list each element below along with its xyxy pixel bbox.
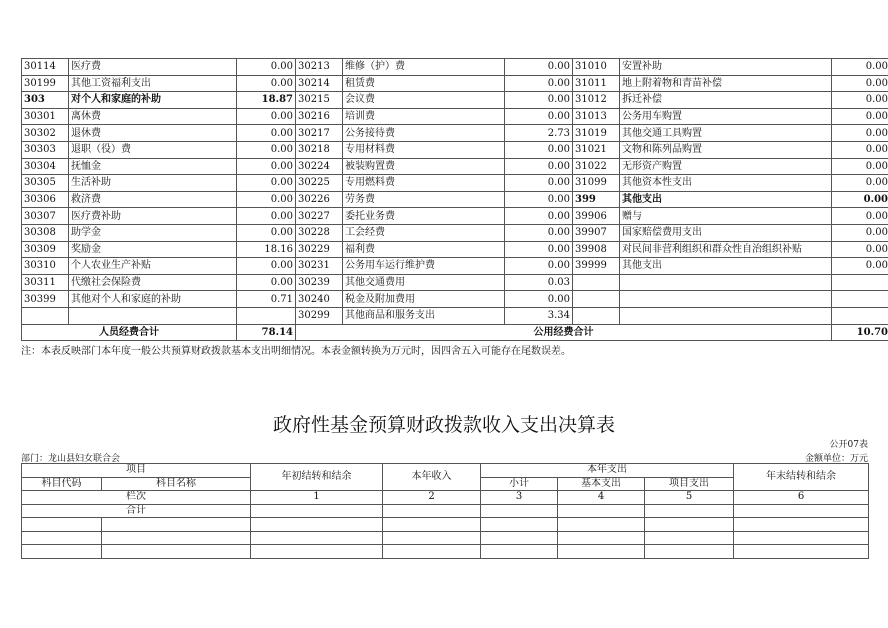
capital-amount-cell: 0.00 — [832, 92, 888, 109]
page-title: 政府性基金预算财政拨款收入支出决算表 — [272, 414, 615, 436]
expense-row — [22, 59, 888, 76]
column-number: 6 — [734, 491, 869, 505]
personnel-code-cell: 303 — [22, 92, 69, 109]
item-header: 项目 — [22, 464, 251, 478]
personnel-amount-cell: 0.00 — [237, 258, 296, 275]
public-code-cell: 30213 — [296, 59, 343, 76]
capital-name-cell: 地上附着物和青苗补偿 — [620, 75, 832, 92]
personnel-amount-cell: 0.00 — [237, 274, 296, 291]
total-label: 合计 — [22, 504, 251, 518]
public-code-cell: 30239 — [296, 274, 343, 291]
capital-name-cell — [620, 274, 832, 291]
capital-code-cell — [573, 274, 620, 291]
empty-cell — [383, 545, 481, 559]
personnel-code-cell: 30303 — [22, 141, 69, 158]
empty-cell — [734, 545, 869, 559]
personnel-amount-cell: 0.00 — [237, 208, 296, 225]
opening-balance-header: 年初结转和结余 — [251, 464, 383, 491]
public-code-cell: 30231 — [296, 258, 343, 275]
expense-row — [22, 224, 888, 241]
personnel-amount-cell: 0.00 — [237, 59, 296, 76]
empty-cell — [481, 545, 558, 559]
total-row — [22, 504, 869, 518]
public-amount-cell: 0.00 — [505, 258, 573, 275]
capital-code-cell: 31010 — [573, 59, 620, 76]
column-number: 5 — [645, 491, 734, 505]
personnel-code-cell: 30305 — [22, 175, 69, 192]
capital-name-cell: 其他交通工具购置 — [620, 125, 832, 142]
empty-cell — [22, 518, 102, 532]
empty-cell — [645, 545, 734, 559]
public-amount-cell: 0.00 — [505, 241, 573, 258]
department-label: 部门：龙山县妇女联合会 — [21, 454, 121, 464]
capital-name-cell: 其他支出 — [620, 191, 832, 208]
capital-amount-cell — [832, 291, 888, 308]
capital-name-cell: 其他支出 — [620, 258, 832, 275]
personnel-amount-cell: 0.71 — [237, 291, 296, 308]
personnel-name-cell — [69, 307, 237, 324]
empty-cell — [481, 531, 558, 545]
personnel-amount-cell: 18.87 — [237, 92, 296, 109]
public-amount-cell: 0.00 — [505, 108, 573, 125]
empty-cell — [251, 504, 383, 518]
column-number: 1 — [251, 491, 383, 505]
personnel-amount-cell — [237, 307, 296, 324]
personnel-code-cell: 30309 — [22, 241, 69, 258]
expense-row — [22, 307, 888, 324]
expense-row — [22, 158, 888, 175]
capital-amount-cell — [832, 274, 888, 291]
personnel-amount-cell: 18.16 — [237, 241, 296, 258]
expense-row — [22, 191, 888, 208]
public-name-cell: 公务接待费 — [343, 125, 505, 142]
personnel-name-cell: 代缴社会保险费 — [69, 274, 237, 291]
public-code-cell: 30240 — [296, 291, 343, 308]
capital-name-cell: 对民间非营利组织和群众性自治组织补贴 — [620, 241, 832, 258]
expense-row — [22, 258, 888, 275]
capital-amount-cell: 0.00 — [832, 108, 888, 125]
capital-code-cell: 31011 — [573, 75, 620, 92]
empty-cell — [383, 504, 481, 518]
empty-cell — [558, 545, 645, 559]
public-name-cell: 其他商品和服务支出 — [343, 307, 505, 324]
personnel-code-cell: 30399 — [22, 291, 69, 308]
personnel-code-cell: 30306 — [22, 191, 69, 208]
empty-cell — [481, 518, 558, 532]
capital-code-cell: 399 — [573, 191, 620, 208]
public-code-cell: 30218 — [296, 141, 343, 158]
personnel-code-cell — [22, 307, 69, 324]
column-number: 4 — [558, 491, 645, 505]
capital-name-cell: 文物和陈列品购置 — [620, 141, 832, 158]
capital-amount-cell: 0.00 — [832, 125, 888, 142]
expense-row — [22, 291, 888, 308]
empty-cell — [734, 518, 869, 532]
capital-name-cell: 国家赔偿费用支出 — [620, 224, 832, 241]
public-name-cell: 委托业务费 — [343, 208, 505, 225]
column-row-label: 栏次 — [22, 491, 251, 505]
capital-code-cell: 31019 — [573, 125, 620, 142]
column-number-row — [22, 491, 869, 505]
totals-row — [22, 324, 888, 341]
public-total-label: 公用经费合计 — [296, 324, 832, 341]
public-code-cell: 30228 — [296, 224, 343, 241]
personnel-name-cell: 奖励金 — [69, 241, 237, 258]
capital-name-cell: 公务用车购置 — [620, 108, 832, 125]
public-code-cell: 30226 — [296, 191, 343, 208]
capital-amount-cell: 0.00 — [832, 258, 888, 275]
empty-cell — [558, 531, 645, 545]
header-row-1 — [22, 464, 869, 478]
public-amount-cell: 2.73 — [505, 125, 573, 142]
expense-row — [22, 175, 888, 192]
public-name-cell: 租赁费 — [343, 75, 505, 92]
capital-amount-cell: 0.00 — [832, 224, 888, 241]
personnel-code-cell: 30311 — [22, 274, 69, 291]
expense-row — [22, 208, 888, 225]
capital-code-cell — [573, 291, 620, 308]
personnel-total-label: 人员经费合计 — [22, 324, 237, 341]
public-name-cell: 专用燃料费 — [343, 175, 505, 192]
public-amount-cell: 0.00 — [505, 175, 573, 192]
personnel-amount-cell: 0.00 — [237, 224, 296, 241]
personnel-name-cell: 救济费 — [69, 191, 237, 208]
expense-row — [22, 274, 888, 291]
public-name-cell: 福利费 — [343, 241, 505, 258]
empty-cell — [22, 531, 102, 545]
personnel-name-cell: 退职（役）费 — [69, 141, 237, 158]
subtotal-header: 小计 — [481, 477, 558, 491]
government-fund-table — [21, 463, 869, 559]
empty-cell — [102, 518, 251, 532]
income-header: 本年收入 — [383, 464, 481, 491]
personnel-code-cell: 30307 — [22, 208, 69, 225]
personnel-amount-cell: 0.00 — [237, 141, 296, 158]
capital-code-cell: 31022 — [573, 158, 620, 175]
project-expense-header: 项目支出 — [645, 477, 734, 491]
empty-cell — [22, 545, 102, 559]
empty-cell — [383, 518, 481, 532]
personnel-code-cell: 30302 — [22, 125, 69, 142]
code-header: 科目代码 — [22, 477, 102, 491]
personnel-name-cell: 离休费 — [69, 108, 237, 125]
personnel-name-cell: 医疗费 — [69, 59, 237, 76]
capital-name-cell — [620, 291, 832, 308]
personnel-amount-cell: 0.00 — [237, 75, 296, 92]
public-amount-cell: 0.00 — [505, 92, 573, 109]
public-code-cell: 30224 — [296, 158, 343, 175]
capital-amount-cell: 0.00 — [832, 208, 888, 225]
public-amount-cell: 0.00 — [505, 59, 573, 76]
empty-row — [22, 518, 869, 532]
empty-cell — [251, 545, 383, 559]
personnel-name-cell: 其他对个人和家庭的补助 — [69, 291, 237, 308]
public-code-cell: 30216 — [296, 108, 343, 125]
empty-cell — [645, 504, 734, 518]
empty-cell — [734, 504, 869, 518]
public-name-cell: 维修（护）费 — [343, 59, 505, 76]
empty-cell — [558, 504, 645, 518]
empty-cell — [383, 531, 481, 545]
public-name-cell: 公务用车运行维护费 — [343, 258, 505, 275]
public-code-cell: 30299 — [296, 307, 343, 324]
capital-name-cell: 拆迁补偿 — [620, 92, 832, 109]
capital-code-cell: 31099 — [573, 175, 620, 192]
personnel-code-cell: 30304 — [22, 158, 69, 175]
empty-cell — [251, 531, 383, 545]
capital-amount-cell: 0.00 — [832, 75, 888, 92]
public-name-cell: 培训费 — [343, 108, 505, 125]
personnel-name-cell: 退休费 — [69, 125, 237, 142]
expense-row — [22, 92, 888, 109]
personnel-code-cell: 30199 — [22, 75, 69, 92]
personnel-name-cell: 生活补助 — [69, 175, 237, 192]
personnel-code-cell: 30114 — [22, 59, 69, 76]
expense-row — [22, 75, 888, 92]
expense-row — [22, 108, 888, 125]
expense-row — [22, 141, 888, 158]
empty-cell — [645, 531, 734, 545]
capital-code-cell: 31012 — [573, 92, 620, 109]
capital-code-cell: 39908 — [573, 241, 620, 258]
empty-cell — [481, 504, 558, 518]
column-number: 3 — [481, 491, 558, 505]
public-amount-cell: 0.00 — [505, 291, 573, 308]
basic-expense-detail-table — [21, 58, 888, 341]
capital-code-cell — [573, 307, 620, 324]
capital-code-cell: 39906 — [573, 208, 620, 225]
empty-cell — [102, 531, 251, 545]
public-amount-cell: 0.00 — [505, 191, 573, 208]
column-number: 2 — [383, 491, 481, 505]
capital-amount-cell: 0.00 — [832, 241, 888, 258]
public-name-cell: 专用材料费 — [343, 141, 505, 158]
capital-amount-cell: 0.00 — [832, 59, 888, 76]
empty-cell — [558, 518, 645, 532]
capital-name-cell: 安置补助 — [620, 59, 832, 76]
public-code-cell: 30229 — [296, 241, 343, 258]
capital-code-cell: 31013 — [573, 108, 620, 125]
public-name-cell: 劳务费 — [343, 191, 505, 208]
personnel-name-cell: 抚恤金 — [69, 158, 237, 175]
public-code-cell: 30215 — [296, 92, 343, 109]
capital-code-cell: 39999 — [573, 258, 620, 275]
empty-row — [22, 545, 869, 559]
amount-unit-label: 金额单位：万元 — [804, 454, 868, 464]
capital-amount-cell: 0.00 — [832, 175, 888, 192]
public-amount-cell: 0.03 — [505, 274, 573, 291]
public-total-value: 10.70 — [832, 324, 888, 341]
public-amount-cell: 0.00 — [505, 208, 573, 225]
form-number: 公开07表 — [829, 440, 868, 450]
public-amount-cell: 3.34 — [505, 307, 573, 324]
public-amount-cell: 0.00 — [505, 75, 573, 92]
capital-amount-cell: 0.00 — [832, 141, 888, 158]
closing-balance-header: 年末结转和结余 — [734, 464, 869, 491]
capital-amount-cell: 0.00 — [832, 158, 888, 175]
name-header: 科目名称 — [102, 477, 251, 491]
expense-row — [22, 125, 888, 142]
public-name-cell: 会议费 — [343, 92, 505, 109]
expense-row — [22, 241, 888, 258]
public-amount-cell: 0.00 — [505, 158, 573, 175]
capital-name-cell — [620, 307, 832, 324]
personnel-code-cell: 30308 — [22, 224, 69, 241]
empty-cell — [645, 518, 734, 532]
basic-expense-header: 基本支出 — [558, 477, 645, 491]
personnel-amount-cell: 0.00 — [237, 108, 296, 125]
table-note: 注：本表反映部门本年度一般公共预算财政拨款基本支出明细情况。本表金额转换为万元时，因四舍五入可能存在尾数误差。 — [21, 346, 571, 357]
personnel-amount-cell: 0.00 — [237, 158, 296, 175]
public-name-cell: 税金及附加费用 — [343, 291, 505, 308]
capital-name-cell: 其他资本性支出 — [620, 175, 832, 192]
personnel-name-cell: 个人农业生产补贴 — [69, 258, 237, 275]
personnel-name-cell: 助学金 — [69, 224, 237, 241]
public-code-cell: 30225 — [296, 175, 343, 192]
public-name-cell: 其他交通费用 — [343, 274, 505, 291]
empty-cell — [734, 531, 869, 545]
personnel-code-cell: 30301 — [22, 108, 69, 125]
capital-code-cell: 31021 — [573, 141, 620, 158]
public-code-cell: 30214 — [296, 75, 343, 92]
personnel-name-cell: 对个人和家庭的补助 — [69, 92, 237, 109]
expense-header: 本年支出 — [481, 464, 734, 478]
empty-row — [22, 531, 869, 545]
personnel-amount-cell: 0.00 — [237, 125, 296, 142]
capital-amount-cell — [832, 307, 888, 324]
empty-cell — [251, 518, 383, 532]
capital-code-cell: 39907 — [573, 224, 620, 241]
personnel-name-cell: 其他工资福利支出 — [69, 75, 237, 92]
empty-cell — [102, 545, 251, 559]
public-name-cell: 被装购置费 — [343, 158, 505, 175]
capital-name-cell: 无形资产购置 — [620, 158, 832, 175]
public-amount-cell: 0.00 — [505, 224, 573, 241]
public-code-cell: 30227 — [296, 208, 343, 225]
basic-expense-rows — [22, 59, 888, 325]
public-amount-cell: 0.00 — [505, 141, 573, 158]
public-code-cell: 30217 — [296, 125, 343, 142]
personnel-amount-cell: 0.00 — [237, 175, 296, 192]
personnel-name-cell: 医疗费补助 — [69, 208, 237, 225]
capital-amount-cell: 0.00 — [832, 191, 888, 208]
personnel-total-value: 78.14 — [237, 324, 296, 341]
personnel-amount-cell: 0.00 — [237, 191, 296, 208]
personnel-code-cell: 30310 — [22, 258, 69, 275]
public-name-cell: 工会经费 — [343, 224, 505, 241]
capital-name-cell: 赠与 — [620, 208, 832, 225]
